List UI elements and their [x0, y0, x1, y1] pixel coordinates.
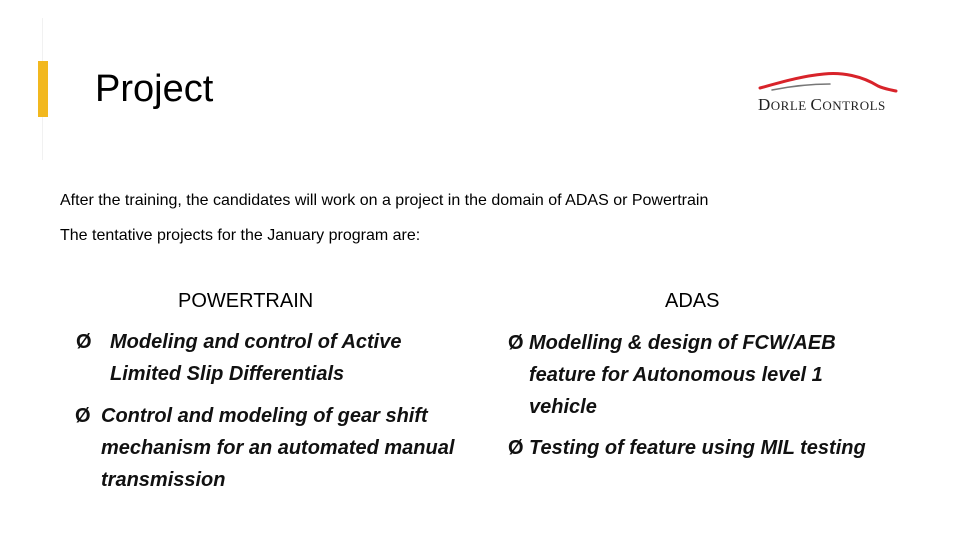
arrow-bullet-icon: Ø [75, 405, 91, 427]
powertrain-heading: POWERTRAIN [178, 290, 314, 312]
company-logo [752, 66, 902, 120]
arrow-bullet-icon: Ø [508, 332, 524, 354]
bullet-text: Modeling and control of Active Limited Slip Differentials [110, 331, 402, 385]
arrow-bullet-icon: Ø [76, 331, 92, 353]
bullet-text: Testing of feature using MIL testing [529, 437, 866, 459]
adas-bullet-2 [508, 432, 909, 464]
bullet-text: Control and modeling of gear shift mechanism for an automated manual transmission [101, 405, 455, 491]
adas-heading: ADAS [665, 290, 720, 312]
logo-wordmark: DORLE CONTROLS [758, 95, 886, 114]
car-silhouette-icon [752, 66, 902, 96]
powertrain-bullet-2 [75, 400, 461, 496]
bullet-text: Modelling & design of FCW/AEB feature for Autonomous level 1 vehicle [529, 332, 836, 418]
arrow-bullet-icon: Ø [508, 437, 524, 459]
adas-bullet-1 [508, 327, 869, 423]
intro-text-line-2: The tentative projects for the January program are: [60, 227, 421, 244]
powertrain-bullet-1 [76, 326, 450, 390]
title-accent-bar [38, 61, 48, 117]
intro-text-line-1: After the training, the candidates will work on a project in the domain of ADAS or Powertrain [60, 192, 709, 209]
slide-title: Project [95, 68, 214, 110]
